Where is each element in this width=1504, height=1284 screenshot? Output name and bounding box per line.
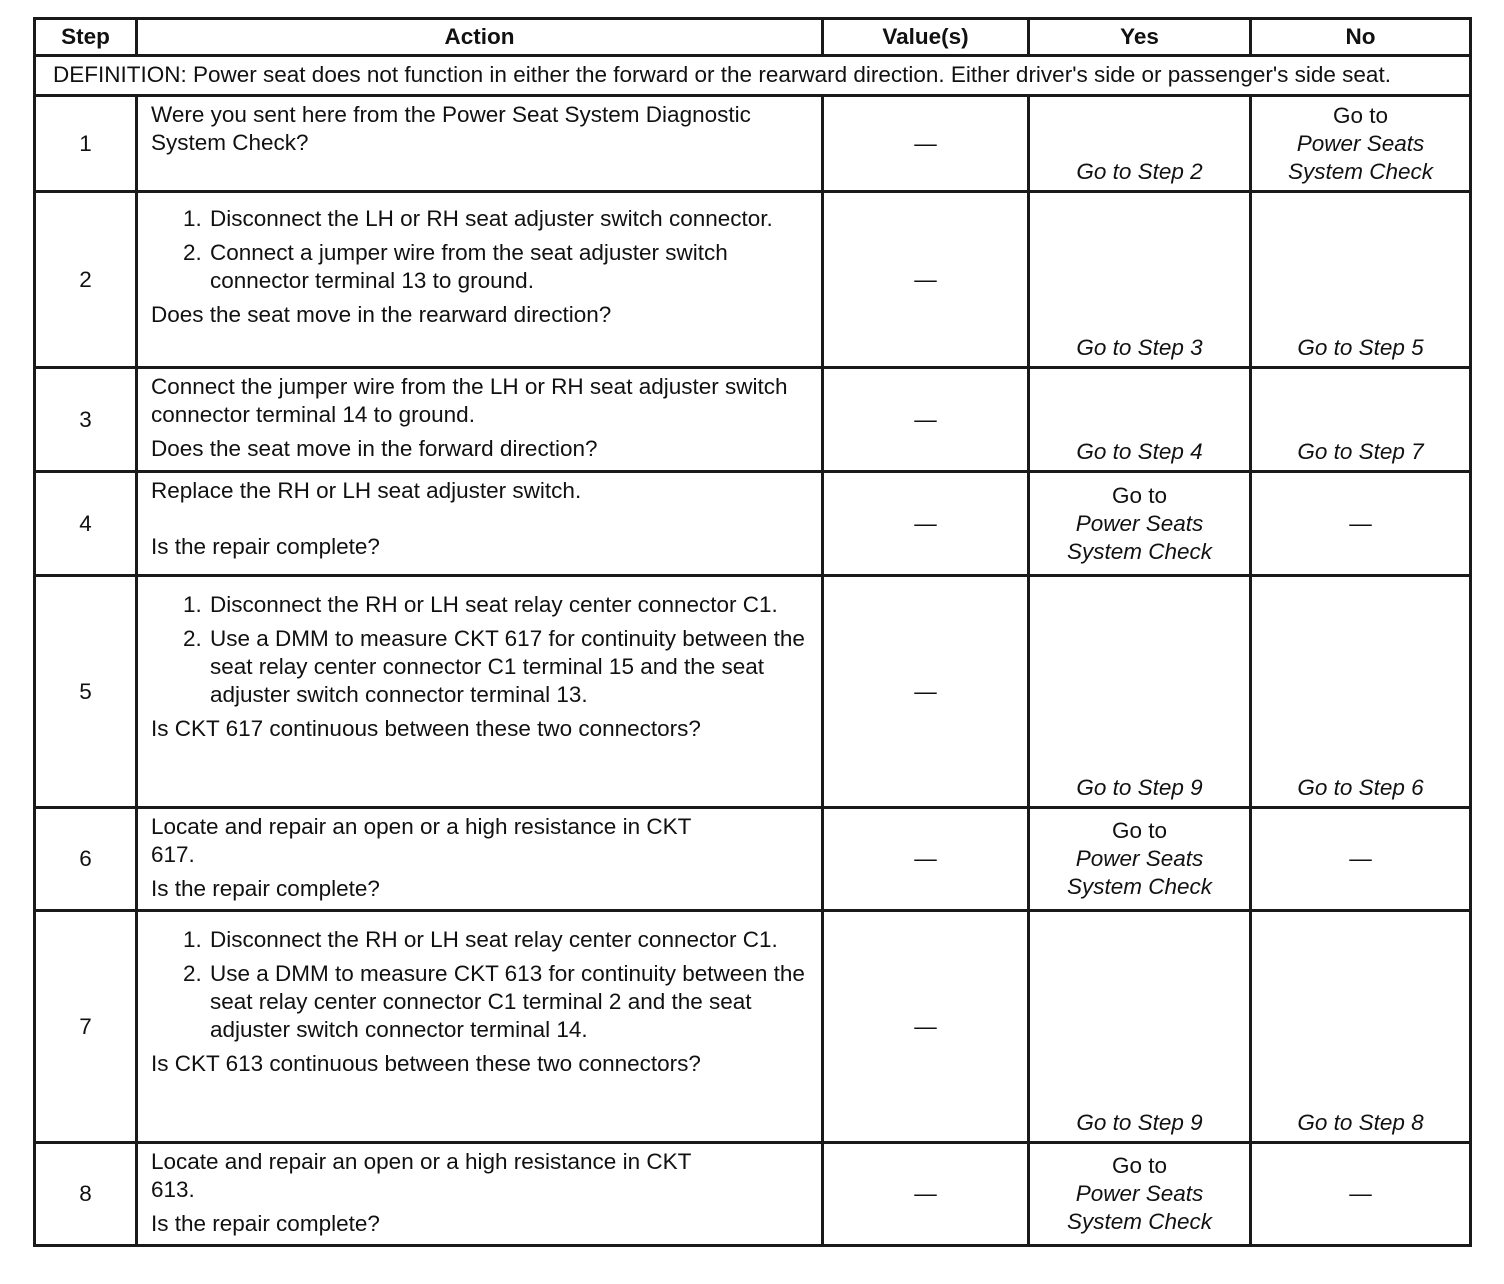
no-cell: Go to Step 5	[1251, 192, 1471, 368]
step-number: 7	[35, 911, 137, 1143]
yes-cell: Go to Step 9	[1029, 911, 1251, 1143]
no-cell: Go to Step 8	[1251, 911, 1471, 1143]
no-cell: —	[1251, 1143, 1471, 1246]
table-row	[35, 1143, 1471, 1246]
step-number: 2	[35, 192, 137, 368]
value-cell: —	[823, 1143, 1029, 1246]
action-text: Replace the RH or LH seat adjuster switch.	[151, 478, 582, 503]
action-cell	[137, 192, 823, 368]
table-row	[35, 808, 1471, 911]
table-row	[35, 911, 1471, 1143]
action-question: Is the repair complete?	[151, 534, 380, 559]
action-substep: 1. Disconnect the RH or LH seat relay center connector C1.	[208, 591, 811, 619]
system-check-line2: System Check	[1066, 538, 1213, 564]
value-cell: —	[823, 472, 1029, 576]
action-steps	[151, 591, 811, 709]
action-text: Locate and repair an open or a high resistance in CKT 617.	[151, 814, 691, 867]
yes-cell	[1029, 1143, 1251, 1246]
system-check-line1: Power Seats	[1075, 1181, 1204, 1206]
diagnostic-table	[33, 17, 1472, 1247]
header-action: Action	[137, 19, 823, 56]
yes-cell	[1029, 808, 1251, 911]
goto-prefix: Go to	[1111, 482, 1168, 508]
system-check-line2: System Check	[1066, 874, 1213, 899]
definition-row	[35, 56, 1471, 96]
action-cell	[137, 576, 823, 808]
table-row	[35, 368, 1471, 472]
action-question: Is CKT 613 continuous between these two connectors?	[151, 1051, 701, 1076]
step-number: 8	[35, 1143, 137, 1246]
value-cell: —	[823, 576, 1029, 808]
action-cell	[137, 96, 823, 192]
action-text: Locate and repair an open or a high resistance in CKT 613.	[151, 1149, 691, 1202]
value-cell: —	[823, 911, 1029, 1143]
yes-cell	[1029, 472, 1251, 576]
action-substep: 2. Use a DMM to measure CKT 617 for continuity between the seat relay center connector C1 terminal 15 and the seat adjuster switch connector terminal 13.	[208, 625, 811, 709]
action-cell	[137, 472, 823, 576]
header-values: Value(s)	[823, 19, 1029, 56]
system-check-line1: Power Seats	[1296, 130, 1425, 156]
system-check-line2: System Check	[1066, 1209, 1213, 1234]
no-cell: —	[1251, 472, 1471, 576]
action-substep: 2. Connect a jumper wire from the seat adjuster switch connector terminal 13 to ground.	[208, 239, 811, 295]
goto-prefix: Go to	[1111, 818, 1168, 843]
goto-prefix: Go to	[1111, 1153, 1168, 1178]
no-cell: Go to Step 7	[1251, 368, 1471, 472]
action-substep: 1. Disconnect the LH or RH seat adjuster switch connector.	[208, 205, 811, 233]
action-substep: 2. Use a DMM to measure CKT 613 for continuity between the seat relay center connector C1 terminal 2 and the seat adjuster switch connector terminal 14.	[208, 960, 811, 1044]
action-substep: 1. Disconnect the RH or LH seat relay center connector C1.	[208, 926, 811, 954]
yes-cell: Go to Step 3	[1029, 192, 1251, 368]
header-no: No	[1251, 19, 1471, 56]
action-cell	[137, 368, 823, 472]
action-question: Does the seat move in the rearward direction?	[151, 302, 612, 327]
value-cell: —	[823, 192, 1029, 368]
action-question: Is the repair complete?	[151, 1211, 380, 1236]
table-row	[35, 472, 1471, 576]
table-row	[35, 96, 1471, 192]
system-check-line1: Power Seats	[1075, 846, 1204, 871]
table-row	[35, 576, 1471, 808]
action-cell	[137, 1143, 823, 1246]
action-text: Connect the jumper wire from the LH or RH seat adjuster switch connector terminal 14 to ground.	[151, 374, 788, 427]
definition-text: DEFINITION: Power seat does not function in either the forward or the rearward direction. Either driver's side or passenger's side seat.	[35, 56, 1471, 96]
no-cell: —	[1251, 808, 1471, 911]
step-number: 5	[35, 576, 137, 808]
table-row	[35, 192, 1471, 368]
header-step: Step	[35, 19, 137, 56]
action-steps	[151, 926, 811, 1044]
step-number: 1	[35, 96, 137, 192]
value-cell: —	[823, 808, 1029, 911]
system-check-line1: Power Seats	[1075, 510, 1204, 536]
value-cell: —	[823, 96, 1029, 192]
action-cell	[137, 911, 823, 1143]
step-number: 3	[35, 368, 137, 472]
action-steps	[151, 205, 811, 295]
header-yes: Yes	[1029, 19, 1251, 56]
no-cell	[1251, 96, 1471, 192]
action-cell	[137, 808, 823, 911]
no-cell: Go to Step 6	[1251, 576, 1471, 808]
yes-cell: Go to Step 9	[1029, 576, 1251, 808]
header-row	[35, 19, 1471, 56]
system-check-line2: System Check	[1287, 158, 1434, 184]
action-question: Is CKT 617 continuous between these two connectors?	[151, 716, 701, 741]
action-question: Is the repair complete?	[151, 876, 380, 901]
action-text: Were you sent here from the Power Seat System Diagnostic System Check?	[151, 102, 751, 155]
value-cell: —	[823, 368, 1029, 472]
step-number: 4	[35, 472, 137, 576]
yes-cell: Go to Step 2	[1029, 96, 1251, 192]
action-question: Does the seat move in the forward direction?	[151, 436, 598, 461]
step-number: 6	[35, 808, 137, 911]
goto-prefix: Go to	[1332, 102, 1389, 128]
yes-cell: Go to Step 4	[1029, 368, 1251, 472]
